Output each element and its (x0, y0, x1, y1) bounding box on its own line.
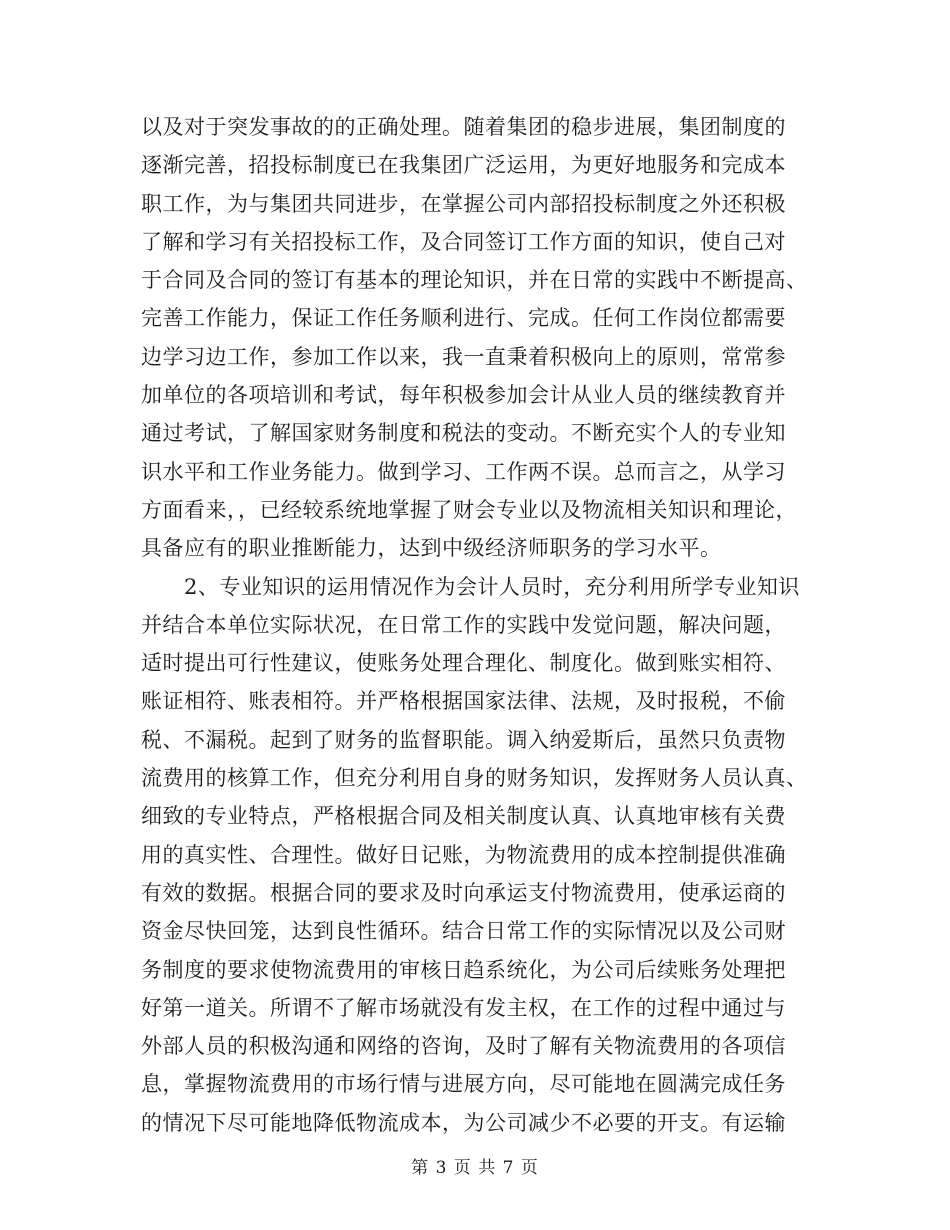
text-line-11: 方面看来，，已经较系统地掌握了财会专业以及物流相关知识和理论， (141, 497, 797, 522)
text-line-19: 细致的专业特点，严格根据合同及相关制度认真、认真地审核有关费 (141, 804, 786, 829)
text-line-22: 资金尽快回笼，达到良性循环。结合日常工作的实际情况以及公司财 (141, 919, 786, 944)
text-line-25: 外部人员的积极沟通和网络的咨询，及时了解有关物流费用的各项信 (141, 1034, 786, 1059)
text-line-14: 并结合本单位实际状况，在日常工作的实践中发觉问题，解决问题， (141, 612, 786, 637)
text-line-24: 好第一道关。所谓不了解市场就没有发主权，在工作的过程中通过与 (141, 995, 786, 1020)
text-line-16: 账证相符、账表相符。并严格根据国家法律、法规，及时报税，不偷 (141, 689, 786, 714)
text-line-12: 具备应有的职业推断能力，达到中级经济师职务的学习水平。 (141, 536, 722, 561)
text-line-1: 以及对于突发事故的的正确处理。随着集团的稳步进展，集团制度的 (141, 115, 786, 139)
page-number-footer: 第 3 页 共 7 页 (411, 1158, 539, 1178)
text-line-26: 息，掌握物流费用的市场行情与进展方向，尽可能地在圆满完成任务 (141, 1072, 786, 1097)
text-line-23: 务制度的要求使物流费用的审核日趋系统化，为公司后续账务处理把 (141, 957, 786, 982)
text-line-20: 用的真实性、合理性。做好日记账，为物流费用的成本控制提供准确 (141, 842, 786, 867)
text-line-5: 于合同及合同的签订有基本的理论知识，并在日常的实践中不断提高、 (141, 268, 808, 293)
text-line-10: 识水平和工作业务能力。做到学习、工作两不误。总而言之，从学习 (141, 459, 786, 484)
text-line-13: 2、专业知识的运用情况作为会计人员时，充分利用所学专业知识 (141, 574, 800, 599)
text-line-9: 通过考试，了解国家财务制度和税法的变动。不断充实个人的专业知 (141, 421, 786, 446)
body-text (141, 108, 821, 1142)
text-line-6: 完善工作能力，保证工作任务顺利进行、完成。任何工作岗位都需要 (141, 306, 786, 331)
text-line-27: 的情况下尽可能地降低物流成本，为公司减少不必要的开支。有运输 (141, 1110, 786, 1135)
text-line-2: 逐渐完善，招投标制度已在我集团广泛运用，为更好地服务和完成本 (141, 153, 786, 178)
text-line-15: 适时提出可行性建议，使账务处理合理化、制度化。做到账实相符、 (141, 651, 786, 676)
text-line-4: 了解和学习有关招投标工作，及合同签订工作方面的知识，使自己对 (141, 229, 786, 254)
text-line-8: 加单位的各项培训和考试，每年积极参加会计从业人员的继续教育并 (141, 383, 786, 408)
text-line-3: 职工作，为与集团共同进步，在掌握公司内部招投标制度之外还积极 (141, 191, 786, 216)
text-line-18: 流费用的核算工作，但充分利用自身的财务知识，发挥财务人员认真、 (141, 766, 808, 791)
text-line-17: 税、不漏税。起到了财务的监督职能。调入纳爱斯后，虽然只负责物 (141, 727, 786, 752)
text-line-21: 有效的数据。根据合同的要求及时向承运支付物流费用，使承运商的 (141, 880, 786, 905)
text-line-7: 边学习边工作，参加工作以来，我一直秉着积极向上的原则，常常参 (141, 344, 786, 369)
